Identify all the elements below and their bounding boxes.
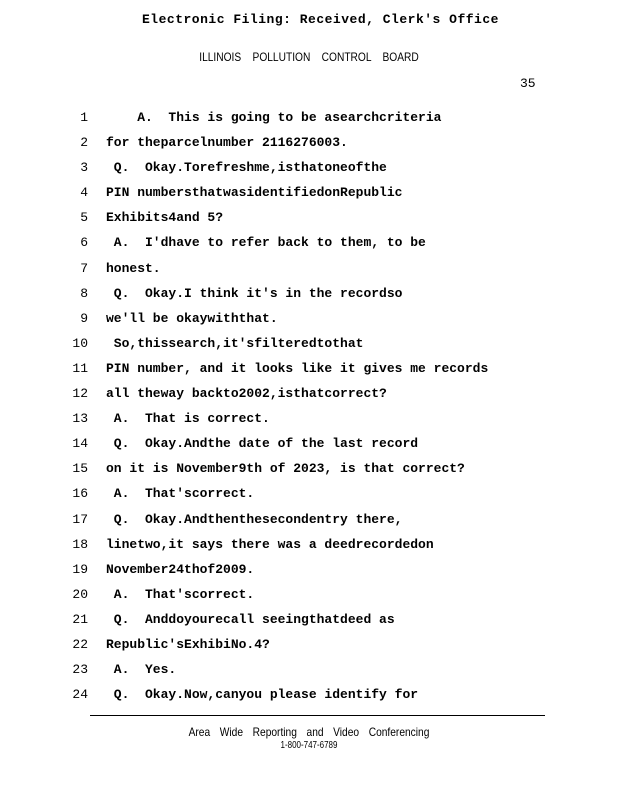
transcript-line [0, 587, 618, 612]
footer-phone: 1-800-747-6789 [280, 740, 338, 751]
line-number: 23 [72, 662, 88, 678]
filing-stamp: Electronic Filing: Received, Clerk's Office [142, 12, 499, 27]
line-number: 21 [72, 611, 88, 627]
line-text: A. That is correct. [106, 411, 270, 427]
transcript-line [0, 537, 618, 562]
transcript-line [0, 160, 618, 185]
line-number: 3 [80, 160, 88, 176]
line-text: on it is November9th of 2023, is that correct? [106, 461, 465, 477]
line-number: 5 [80, 210, 88, 226]
line-number: 19 [72, 561, 88, 577]
transcript-line [0, 361, 618, 386]
transcript-line [0, 386, 618, 411]
line-text: PIN numbersthatwasidentifiedonRepublic [106, 185, 403, 201]
line-text: November24thof2009. [106, 561, 255, 577]
transcript-line [0, 687, 618, 712]
line-text: we'll be okaywiththat. [106, 310, 278, 326]
line-text: Q. Okay.Andthe date of the last record [106, 436, 419, 452]
line-text: A. Yes. [106, 662, 177, 678]
transcript-line [0, 135, 618, 160]
footer-company: Area Wide Reporting and Video Conferencing [188, 725, 430, 739]
line-number: 1 [80, 110, 88, 125]
transcript-line [0, 486, 618, 511]
transcript-line [0, 286, 618, 311]
line-number: 13 [72, 411, 88, 427]
line-number: 15 [72, 461, 88, 477]
line-number: 18 [72, 536, 88, 552]
transcript-line [0, 336, 618, 361]
page-header: ILLINOIS POLLUTION CONTROL BOARD [199, 50, 419, 64]
transcript-line [0, 436, 618, 461]
line-text: Exhibits4and 5? [106, 210, 224, 226]
line-number: 16 [72, 486, 88, 502]
line-number: 2 [80, 135, 88, 151]
line-text: linetwo,it says there was a deedrecordedon [106, 536, 434, 552]
transcript-line [0, 185, 618, 210]
line-text: Republic'sExhibiNo.4? [106, 636, 270, 652]
line-text: A. That'scorrect. [106, 586, 255, 602]
line-number: 6 [80, 235, 88, 251]
line-number: 12 [72, 386, 88, 402]
line-number: 22 [72, 636, 88, 652]
transcript-line [0, 612, 618, 637]
line-text: PIN number, and it looks like it gives me records [106, 360, 489, 376]
transcript-line [0, 411, 618, 436]
footer-divider [90, 715, 545, 716]
transcript-line [0, 662, 618, 687]
line-text: honest. [106, 260, 161, 276]
line-text: for theparcelnumber 2116276003. [106, 135, 348, 151]
line-number: 10 [72, 335, 88, 351]
line-number: 4 [80, 185, 88, 201]
line-text: Q. Okay.Now,canyou please identify for [106, 687, 419, 703]
line-text: Q. Okay.Torefreshme,isthatoneofthe [106, 160, 387, 176]
line-number: 9 [80, 310, 88, 326]
line-number: 11 [72, 360, 88, 376]
line-text: all theway backto2002,isthatcorrect? [106, 386, 387, 402]
line-text: A. This is going to be asearchcriteria [106, 110, 442, 125]
transcript-line [0, 210, 618, 235]
line-text: So,thissearch,it'sfilteredtothat [106, 335, 364, 351]
transcript-line [0, 637, 618, 662]
line-number: 24 [72, 687, 88, 703]
transcript-line [0, 311, 618, 336]
line-number: 20 [72, 586, 88, 602]
transcript-line [0, 512, 618, 537]
line-text: Q. Okay.Andthenthesecondentry there, [106, 511, 403, 527]
line-text: Q. Anddoyourecall seeingthatdeed as [106, 611, 395, 627]
transcript-line [0, 235, 618, 260]
line-text: A. I'dhave to refer back to them, to be [106, 235, 426, 251]
transcript-body [0, 110, 618, 712]
line-number: 7 [80, 260, 88, 276]
transcript-line [0, 110, 618, 135]
line-number: 8 [80, 285, 88, 301]
transcript-line [0, 261, 618, 286]
transcript-line [0, 461, 618, 486]
line-number: 17 [72, 511, 88, 527]
line-text: A. That'scorrect. [106, 486, 255, 502]
page-number: 35 [520, 76, 536, 91]
line-number: 14 [72, 436, 88, 452]
line-text: Q. Okay.I think it's in the recordso [106, 285, 403, 301]
transcript-line [0, 562, 618, 587]
